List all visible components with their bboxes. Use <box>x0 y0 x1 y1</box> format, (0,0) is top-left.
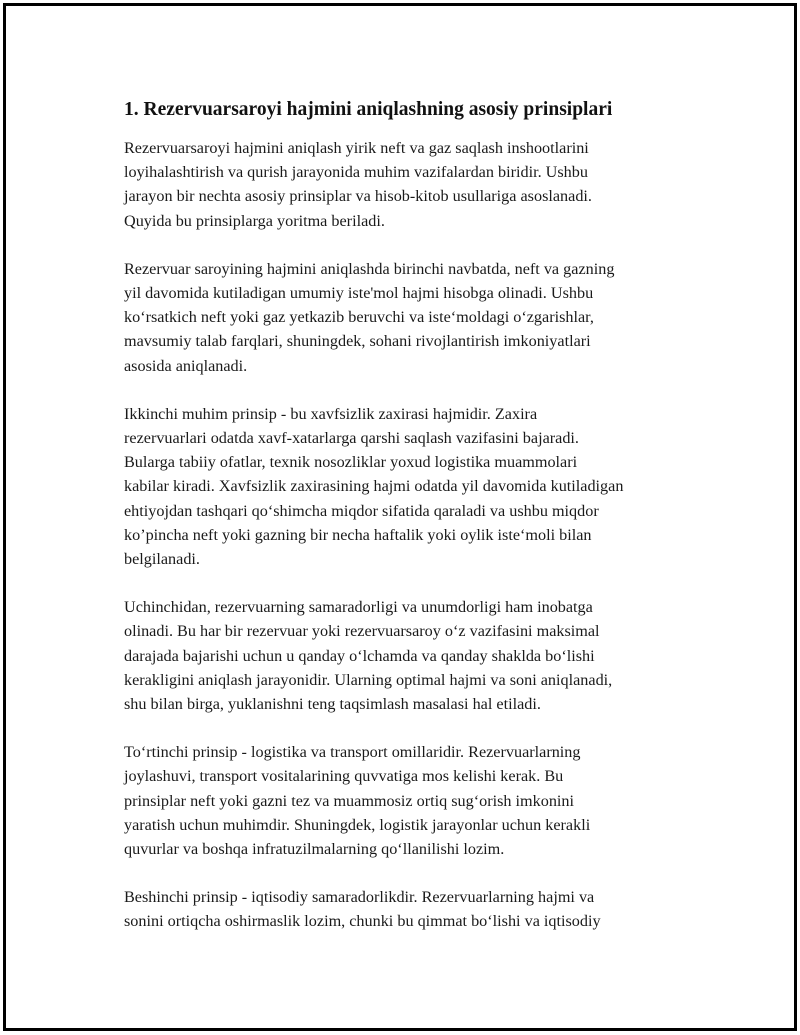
text-line: belgilanadi. <box>124 550 200 569</box>
document-body <box>124 98 694 958</box>
text-line: Beshinchi prinsip - iqtisodiy samaradorlikdir. Rezervuarlarning hajmi va <box>124 888 595 907</box>
text-line: yil davomida kutiladigan umumiy iste'mol hajmi hisobga olinadi. Ushbu <box>124 284 594 303</box>
text-line: joylashuvi, transport vositalarining quvvatiga mos kelishi kerak. Bu <box>124 767 564 786</box>
text-line: olinadi. Bu har bir rezervuar yoki rezervuarsaroy o‘z vazifasini maksimal <box>124 622 600 641</box>
text-line: kerakligini aniqlash jarayonidir. Ularning optimal hajmi va soni aniqlanadi, <box>124 670 613 689</box>
text-line: Bularga tabiiy ofatlar, texnik nosozliklar yoxud logistika muammolari <box>124 453 578 472</box>
paragraph-1 <box>124 136 694 233</box>
text-line: asosida aniqlanadi. <box>124 356 248 375</box>
text-line: darajada bajarishi uchun u qanday o‘lchamda va qanday shaklda bo‘lishi <box>124 646 595 665</box>
paragraph-4 <box>124 595 694 716</box>
text-line: prinsiplar neft yoki gazni tez va muammosiz ortiq sug‘orish imkonini <box>124 791 575 810</box>
text-line: loyihalashtirish va qurish jarayonida muhim vazifalardan biridir. Ushbu <box>124 163 588 182</box>
paragraph-2 <box>124 257 694 378</box>
paragraph-5 <box>124 740 694 861</box>
text-line: mavsumiy talab farqlari, shuningdek, sohani rivojlantirish imkoniyatlari <box>124 332 591 351</box>
text-line: ko’pincha neft yoki gazning bir necha haftalik yoki oylik iste‘moli bilan <box>124 525 592 544</box>
text-line: jarayon bir nechta asosiy prinsiplar va hisob-kitob usullariga asoslanadi. <box>124 187 592 206</box>
text-line: ko‘rsatkich neft yoki gaz yetkazib beruvchi va iste‘moldagi o‘zgarishlar, <box>124 308 594 327</box>
text-line: ehtiyojdan tashqari qo‘shimcha miqdor sifatida qaraladi va ushbu miqdor <box>124 501 599 520</box>
page-frame <box>3 3 797 1031</box>
text-line: yaratish uchun muhimdir. Shuningdek, logistik jarayonlar uchun kerakli <box>124 815 591 834</box>
text-line: kabilar kiradi. Xavfsizlik zaxirasining hajmi odatda yil davomida kutiladigan <box>124 477 624 496</box>
paragraph-6 <box>124 885 694 933</box>
text-line: Rezervuar saroyining hajmini aniqlashda birinchi navbatda, neft va gazning <box>124 259 615 278</box>
section-heading: 1. Rezervuarsaroyi hajmini aniqlashning asosiy prinsiplari <box>124 99 613 120</box>
text-line: rezervuarlari odatda xavf-xatarlarga qarshi saqlash vazifasini bajaradi. <box>124 429 579 448</box>
text-line: Ikkinchi muhim prinsip - bu xavfsizlik zaxirasi hajmidir. Zaxira <box>124 404 538 423</box>
text-line: Rezervuarsaroyi hajmini aniqlash yirik neft va gaz saqlash inshootlarini <box>124 139 589 157</box>
text-line: Uchinchidan, rezervuarning samaradorligi va unumdorligi ham inobatga <box>124 598 593 617</box>
text-line: To‘rtinchi prinsip - logistika va transport omillaridir. Rezervuarlarning <box>124 743 581 762</box>
paragraph-3 <box>124 402 694 571</box>
text-line: shu bilan birga, yuklanishni teng taqsimlash masalasi hal etiladi. <box>124 695 541 714</box>
text-line: sonini ortiqcha oshirmaslik lozim, chunki bu qimmat bo‘lishi va iqtisodiy <box>124 912 601 931</box>
text-line: Quyida bu prinsiplarga yoritma beriladi. <box>124 211 385 230</box>
text-line: quvurlar va boshqa infratuzilmalarning qo‘llanilishi lozim. <box>124 840 505 859</box>
